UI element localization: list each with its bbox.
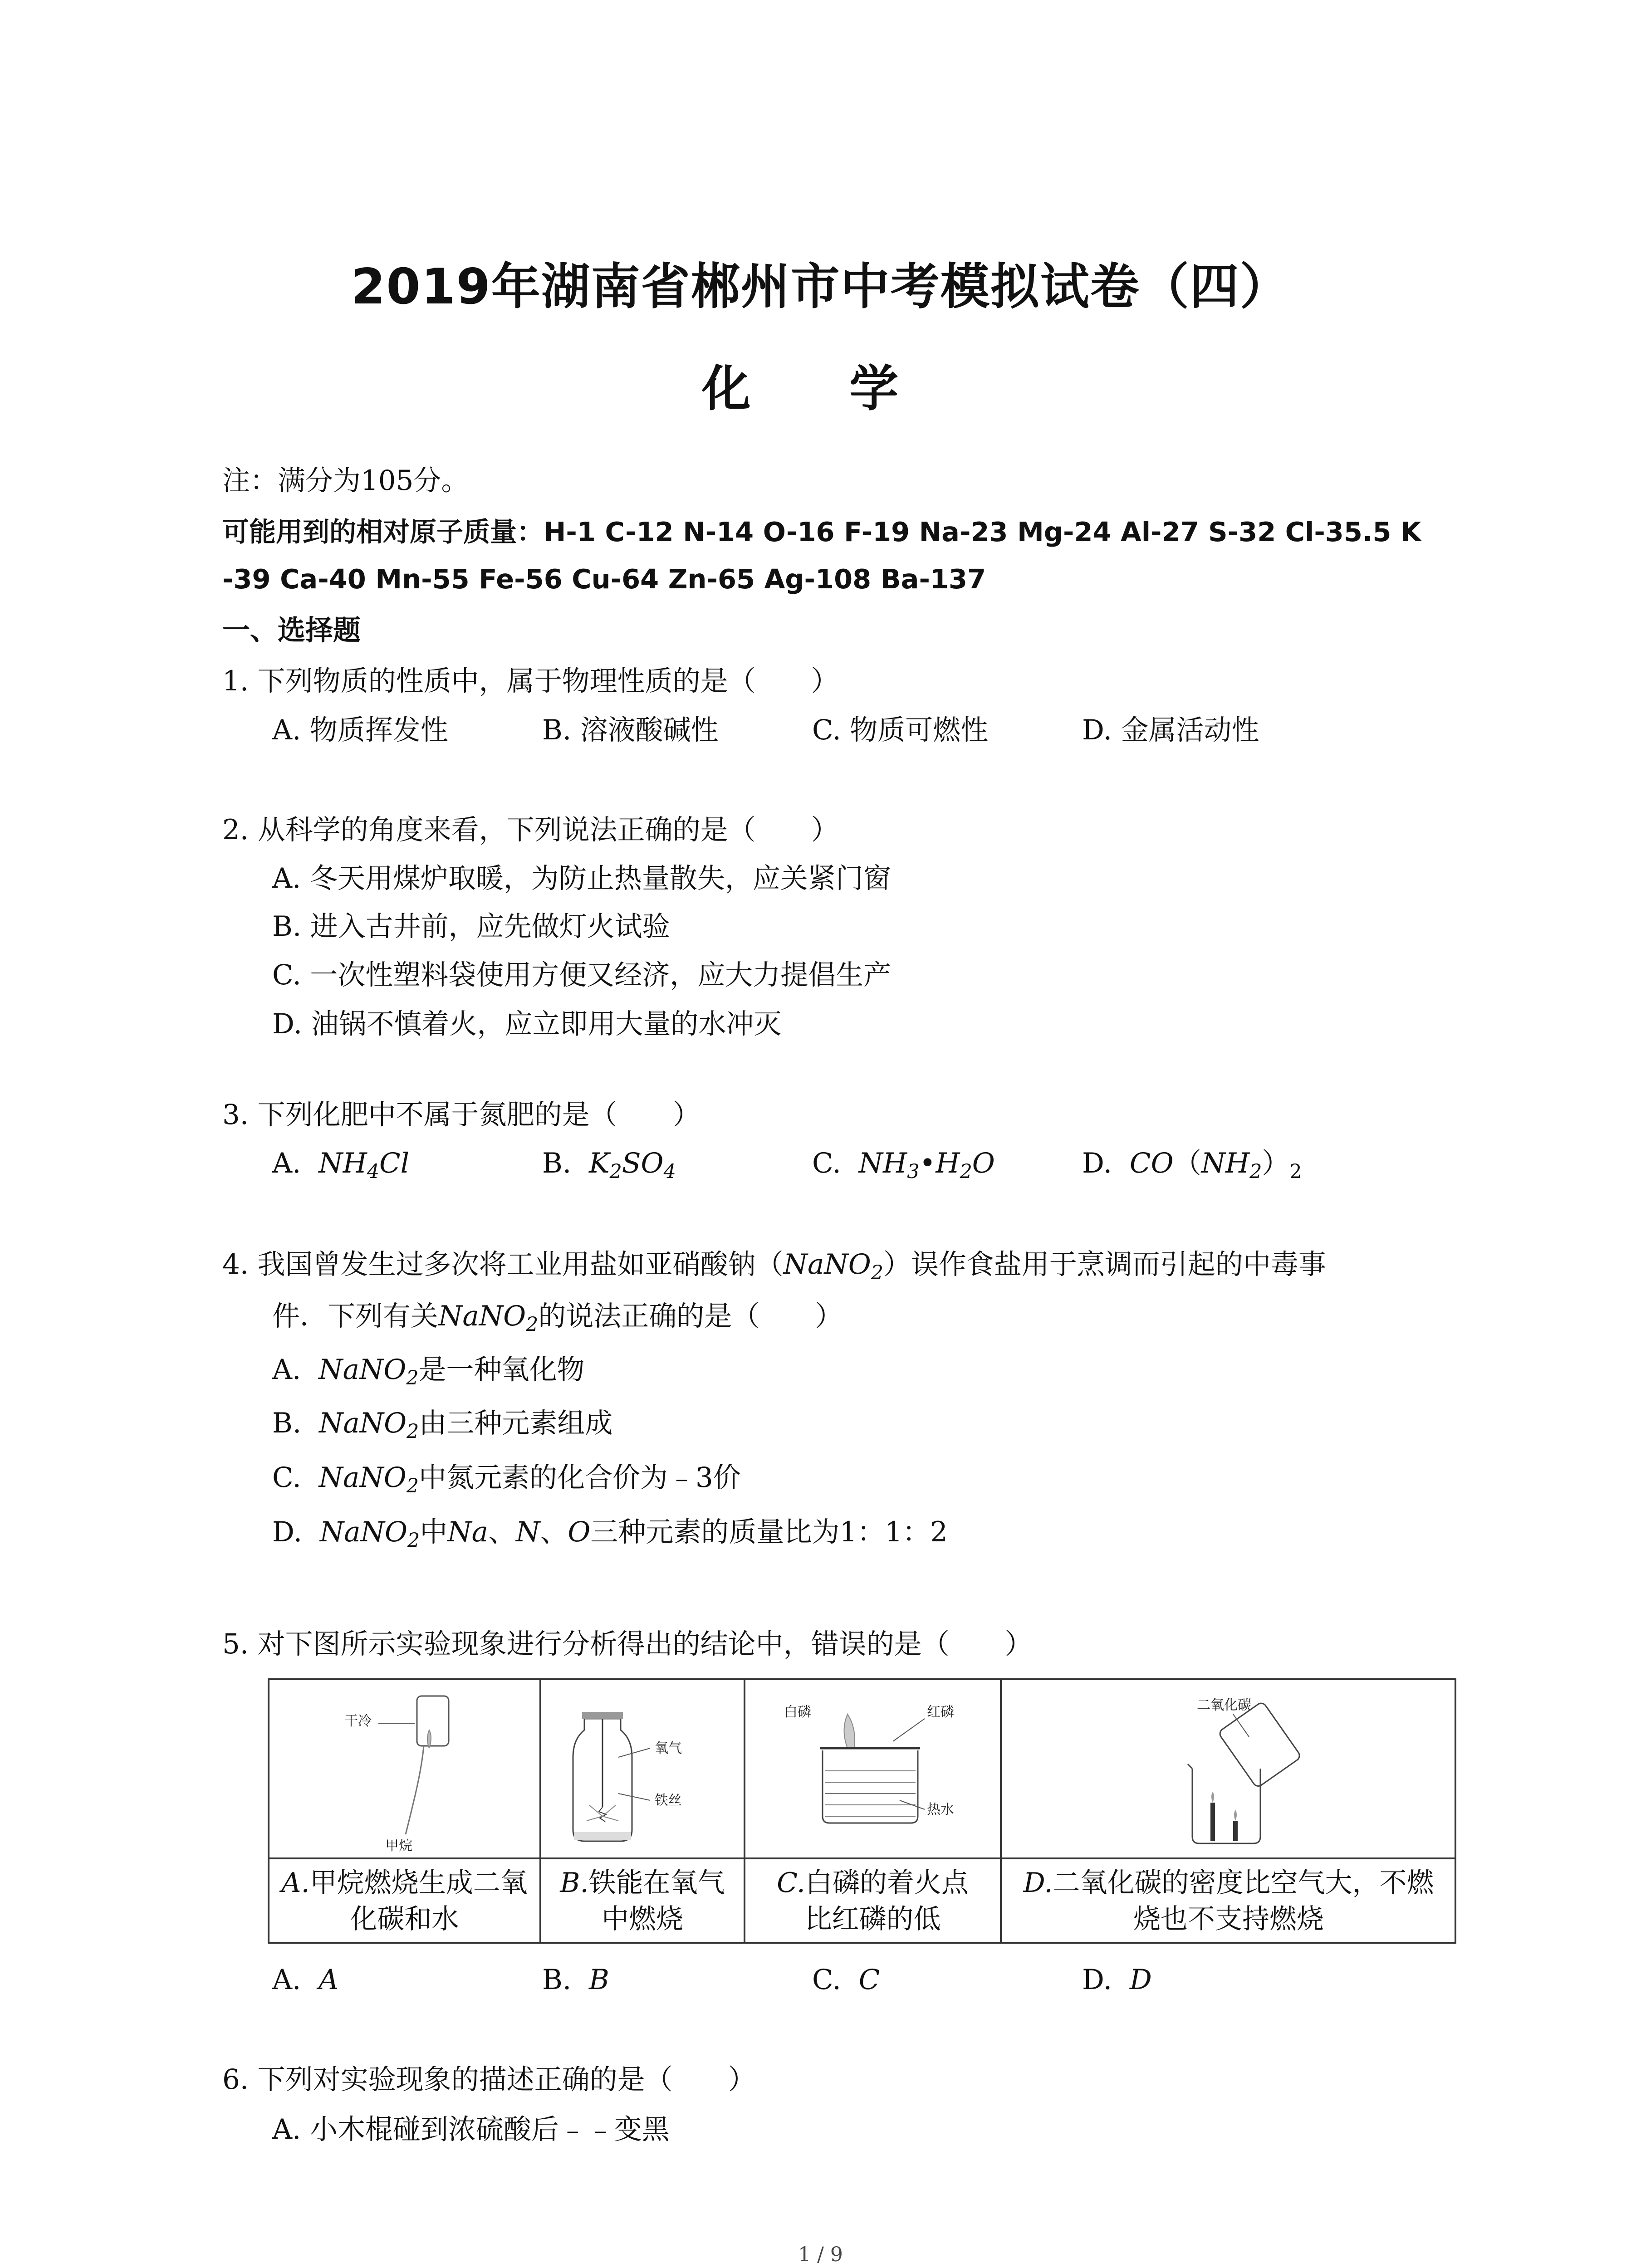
label-line [618, 1794, 650, 1800]
label-line [1233, 1714, 1249, 1737]
separator: 、 [488, 1516, 516, 1548]
option-text: 中 [420, 1516, 448, 1548]
question-3-option-d [1082, 1145, 1302, 1190]
option-letter: A. [272, 1147, 301, 1179]
formula-part: CO [1129, 1147, 1174, 1179]
option-letter: B. [272, 1407, 302, 1439]
element-symbol: Na [447, 1516, 488, 1548]
label-methane: 甲烷 [385, 1838, 412, 1854]
caption-d [1002, 1859, 1455, 1944]
formula-subscript: 2 [526, 1313, 539, 1336]
gas-tube [406, 1746, 424, 1834]
short-candle [1233, 1821, 1238, 1841]
tall-candle [1210, 1803, 1215, 1841]
question-5-option-c [812, 1962, 880, 1998]
caption-a [269, 1859, 539, 1944]
formula-part: NaNO [783, 1248, 871, 1281]
question-5-stem: 5. 对下图所示实验现象进行分析得出的结论中，错误的是（ ） [222, 1628, 1033, 1660]
question-1-option-a: A. 物质挥发性 [272, 714, 448, 746]
formula-subscript: 4 [663, 1160, 676, 1183]
label-red-phosphorus: 红磷 [927, 1704, 954, 1720]
stem-text: 件．下列有关 [272, 1300, 439, 1332]
formula-part: O [972, 1147, 995, 1179]
caption-text: 甲烷燃烧生成二氧化碳和水 [309, 1867, 528, 1935]
option-value: A [318, 1964, 339, 1996]
question-1-option-c: C. 物质可燃性 [812, 714, 989, 746]
caption-c [745, 1859, 1000, 1944]
formula-part: NH [858, 1147, 907, 1179]
option-text: 中氮元素的化合价为﹣3价 [418, 1461, 741, 1494]
option-letter: D. [272, 1516, 303, 1548]
white-phosphorus-flame [844, 1714, 855, 1748]
formula-subscript: 2 [407, 1420, 419, 1443]
formula-part: NaNO [319, 1407, 407, 1439]
formula-subscript: 2 [1249, 1160, 1262, 1183]
beaker-shape [417, 1696, 449, 1746]
stem-text: 的说法正确的是（ ） [538, 1300, 843, 1332]
formula-part: NaNO [319, 1516, 408, 1548]
question-4-stem-line-2 [272, 1298, 843, 1343]
option-value: C [858, 1964, 880, 1996]
option-text: 三种元素的质量比为1：1：2 [590, 1516, 948, 1548]
beaker-lip [1188, 1764, 1192, 1769]
formula-subscript: 2 [406, 1474, 419, 1497]
option-letter: C. [812, 1964, 841, 1996]
caption-letter: A. [281, 1867, 310, 1899]
caption-letter: C. [777, 1867, 805, 1899]
formula-part: •H [919, 1147, 960, 1179]
formula-subscript: 2 [407, 1529, 420, 1552]
label-oxygen: 氧气 [655, 1740, 682, 1756]
option-letter: D. [1082, 1147, 1112, 1179]
label-line [618, 1748, 650, 1757]
question-5-figure-table [268, 1678, 1456, 1944]
question-4-option-d [272, 1514, 948, 1559]
question-2-stem: 2. 从科学的角度来看，下列说法正确的是（ ） [222, 814, 839, 846]
formula-subscript: 2 [960, 1160, 972, 1183]
formula-part: K [589, 1147, 610, 1179]
option-letter: A. [272, 1964, 301, 1996]
water-layer [574, 1832, 631, 1840]
option-letter: C. [272, 1461, 301, 1494]
option-text: 是一种氧化物 [418, 1354, 585, 1386]
score-note: 注：满分为105分。 [222, 464, 469, 497]
question-3-option-a [272, 1145, 409, 1190]
question-2-option-d: D. 油锅不慎着火，应立即用大量的水冲灭 [272, 1008, 782, 1040]
figure-carbon-dioxide-candles [1002, 1680, 1455, 1857]
caption-letter: D. [1023, 1867, 1053, 1899]
caption-text: 铁能在氧气中燃烧 [588, 1867, 725, 1935]
question-3-option-c [812, 1145, 995, 1190]
formula-part: SO [622, 1147, 664, 1179]
question-5-option-b [542, 1962, 609, 1998]
caption-text: 二氧化碳的密度比空气大，不燃烧也不支持燃烧 [1053, 1867, 1434, 1935]
stem-text: 4. 我国曾发生过多次将工业用盐如亚硝酸钠（ [222, 1248, 784, 1281]
label-line [893, 1719, 925, 1741]
caption-b [541, 1859, 744, 1944]
section-heading: 一、选择题 [222, 614, 361, 646]
question-3-option-b [542, 1145, 676, 1190]
figure-methane-combustion [269, 1680, 539, 1857]
option-letter: C. [812, 1147, 841, 1179]
caption-letter: B. [560, 1867, 589, 1899]
figure-iron-in-oxygen [541, 1680, 744, 1857]
formula-subscript: 2 [871, 1261, 883, 1284]
formula-part: NH [318, 1147, 367, 1179]
element-symbol: O [568, 1516, 591, 1548]
page-number: 1 / 9 [798, 2243, 843, 2266]
formula-subscript: 4 [367, 1160, 379, 1183]
stem-text: ）误作食盐用于烹调而引起的中毒事 [883, 1248, 1326, 1281]
question-4-option-a [272, 1352, 585, 1396]
question-1-option-d: D. 金属活动性 [1082, 714, 1259, 746]
question-1-option-b: B. 溶液酸碱性 [542, 714, 719, 746]
candle-flame [1211, 1792, 1214, 1803]
label-dry-cold: 干冷 [344, 1713, 372, 1729]
question-6-option-a: A. 小木棍碰到浓硫酸后﹣﹣变黑 [272, 2113, 670, 2146]
option-letter: A. [272, 1354, 301, 1386]
label-white-phosphorus: 白磷 [784, 1704, 811, 1720]
formula-subscript: 3 [907, 1160, 920, 1183]
label-carbon-dioxide: 二氧化碳 [1197, 1697, 1251, 1713]
formula-part: NH [1201, 1147, 1250, 1179]
candle-flame [1234, 1810, 1237, 1821]
formula-part: NaNO [438, 1300, 526, 1332]
formula-subscript: 2 [406, 1366, 419, 1389]
question-1-stem: 1. 下列物质的性质中，属于物理性质的是（ ） [222, 665, 839, 697]
figure-phosphorus-ignition [745, 1680, 1000, 1857]
exam-title: 2019年湖南省郴州市中考模拟试卷（四） [351, 259, 1290, 315]
label-hot-water: 热水 [927, 1802, 954, 1818]
formula-part: NaNO [318, 1354, 407, 1386]
option-value: D [1129, 1964, 1152, 1996]
formula-part: NaNO [318, 1461, 407, 1494]
question-2-option-a: A. 冬天用煤炉取暖，为防止热量散失，应关紧门窗 [272, 862, 891, 894]
subject-title: 化 学 [701, 361, 940, 417]
question-2-option-b: B. 进入古井前，应先做灯火试验 [272, 910, 670, 943]
formula-part: Cl [379, 1147, 410, 1179]
question-2-option-c: C. 一次性塑料袋使用方便又经济，应大力提倡生产 [272, 959, 892, 991]
formula-part: （ [1173, 1147, 1201, 1179]
label-iron-wire: 铁丝 [655, 1793, 682, 1809]
formula-subscript: 2 [609, 1160, 622, 1183]
beaker [823, 1750, 918, 1823]
option-letter: D. [1082, 1964, 1112, 1996]
atomic-mass-line-1: 可能用到的相对原子质量：H-1 C-12 N-14 O-16 F-19 Na-23 Mg-24 Al-27 S-32 Cl-35.5 K [222, 516, 1421, 547]
formula-part: ） [1262, 1147, 1290, 1179]
option-letter: B. [542, 1147, 572, 1179]
question-6-stem: 6. 下列对实验现象的描述正确的是（ ） [222, 2063, 756, 2096]
question-3-stem: 3. 下列化肥中不属于氮肥的是（ ） [222, 1099, 700, 1131]
element-symbol: N [516, 1516, 540, 1548]
separator: 、 [540, 1516, 568, 1548]
beaker [1192, 1769, 1260, 1843]
option-value: B [589, 1964, 609, 1996]
question-4-option-c [272, 1460, 741, 1504]
question-4-option-b [272, 1405, 612, 1450]
formula-subscript: 2 [1289, 1160, 1302, 1183]
atomic-mass-line-2: -39 Ca-40 Mn-55 Fe-56 Cu-64 Zn-65 Ag-108 Ba-137 [222, 563, 986, 595]
question-5-option-a [272, 1962, 338, 1998]
question-5-option-d [1082, 1962, 1152, 1998]
hot-water-lines [825, 1771, 916, 1816]
caption-text: 白磷的着火点比红磷的低 [804, 1867, 969, 1935]
option-text: 由三种元素组成 [419, 1407, 613, 1439]
question-4-stem-line-1 [222, 1246, 1326, 1291]
jar-lid [582, 1712, 623, 1719]
option-letter: B. [542, 1964, 572, 1996]
